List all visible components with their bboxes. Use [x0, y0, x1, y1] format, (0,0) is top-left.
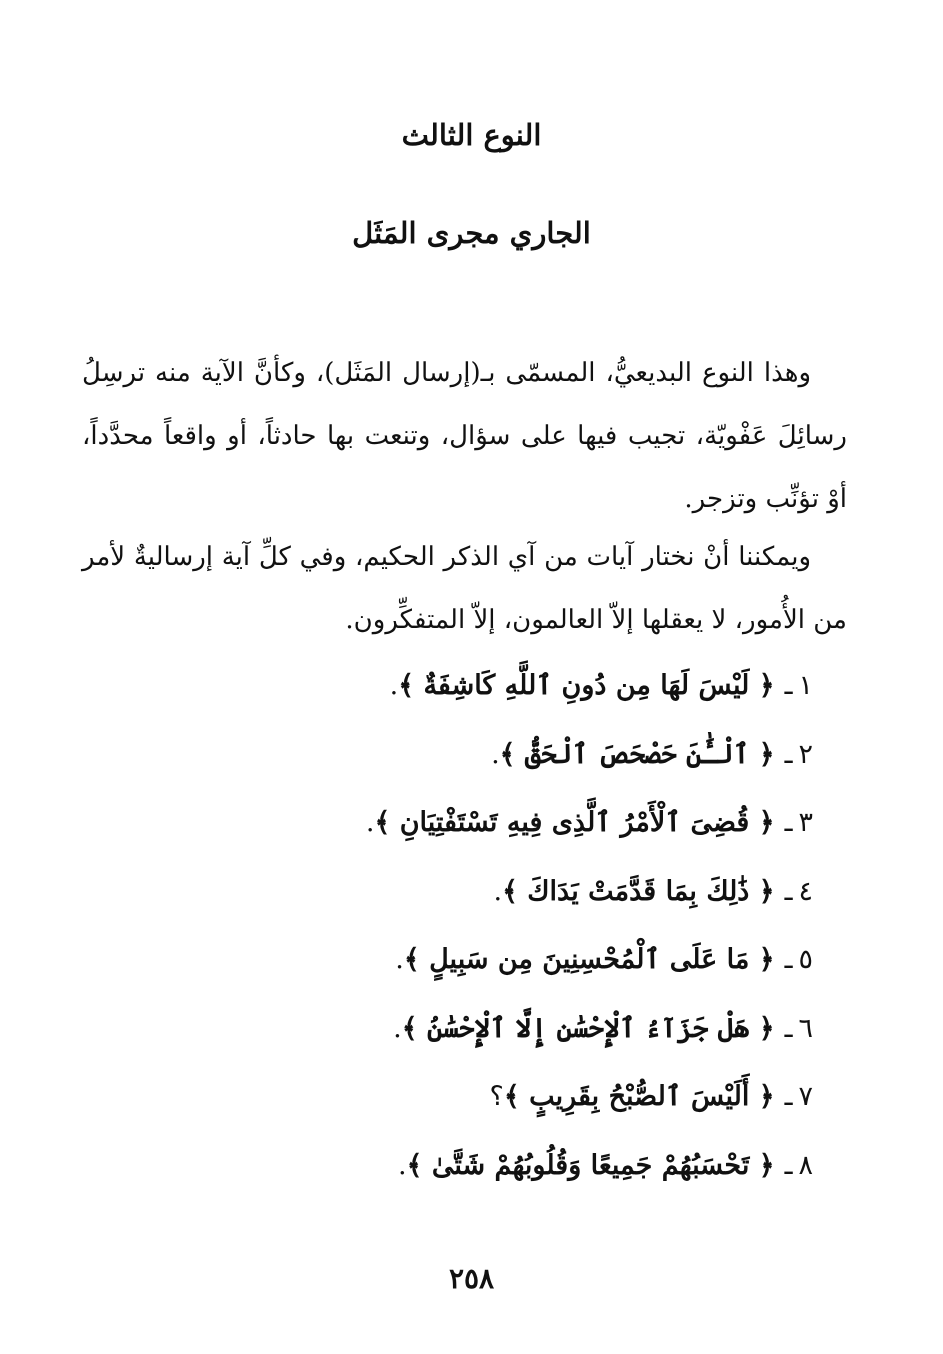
- intro-paragraph: وهذا النوع البديعيُّ، المسمّى بـ(إرسال المَثَل)، وكأنَّ الآية منه ترسِلُ رسائِلَ عَفْويّة، تجيب فيها على سؤال، وتنعت بها حادثاً، أو واقعاً محدَّداً، أوْ تؤنِّب وتزجر.: [82, 358, 847, 514]
- verse-dash: ـ: [784, 738, 793, 770]
- verse-item: [113, 1067, 813, 1136]
- verse-number: ٧: [798, 1081, 813, 1112]
- verse-text: ﴿ ٱلْـَٰٔنَ حَصْحَصَ ٱلْحَقُّ ﴾: [499, 738, 775, 770]
- verse-text: ﴿ ذَٰلِكَ بِمَا قَدَّمَتْ يَدَاكَ ﴾: [502, 875, 775, 907]
- verse-end: .: [491, 738, 500, 770]
- verse-dash: ـ: [784, 875, 793, 907]
- verse-end: .: [398, 1149, 407, 1181]
- verse-dash: ـ: [784, 1149, 793, 1181]
- verse-number: ٤: [798, 875, 813, 907]
- verse-number: ١: [798, 670, 813, 701]
- verse-item: [113, 725, 813, 794]
- verse-item: [113, 930, 813, 999]
- verse-text: ﴿ مَا عَلَى ٱلْمُحْسِنِينَ مِن سَبِيلٍ ﴾: [403, 944, 775, 975]
- verse-text: ﴿ لَيْسَ لَهَا مِن دُونِ ٱللَّهِ كَاشِفَةٌ ﴾: [398, 670, 775, 701]
- verse-item: [113, 656, 813, 725]
- second-paragraph: ويمكننا أنْ نختار آيات من آي الذكر الحكيم، وفي كلِّ آية إرساليةٌ لأمر من الأُمور، لا يعقلها إلاّ العالمون، إلاّ المتفكِّرون.: [82, 542, 847, 635]
- verse-list: [113, 656, 813, 1204]
- verse-number: ٥: [798, 944, 813, 975]
- verse-number: ٦: [798, 1012, 813, 1044]
- chapter-heading: النوع الثالث: [401, 118, 542, 152]
- verse-end: .: [393, 1012, 402, 1044]
- verse-end: ؟: [489, 1081, 504, 1112]
- verse-item: [113, 793, 813, 862]
- verse-end: .: [493, 875, 503, 907]
- verse-dash: ـ: [784, 670, 793, 701]
- section-heading: الجاري مجرى المَثَل: [352, 216, 591, 250]
- verse-dash: ـ: [784, 1081, 793, 1112]
- verse-text: ﴿ هَلْ جَزَآءُ ٱلْإِحْسَٰنِ إِلَّا ٱلْإِحْسَٰنُ ﴾: [401, 1012, 775, 1044]
- page-number: ٢٥٨: [448, 1262, 495, 1295]
- verse-number: ٨: [798, 1149, 813, 1181]
- verse-number: ٢: [798, 738, 813, 770]
- verse-text: ﴿ أَلَيْسَ ٱلصُّبْحُ بِقَرِيبٍ ﴾: [503, 1081, 775, 1112]
- verse-end: .: [365, 807, 375, 838]
- verse-item: [113, 999, 813, 1068]
- verse-item: [113, 862, 813, 931]
- verse-dash: ـ: [784, 944, 793, 975]
- verse-dash: ـ: [784, 1012, 793, 1044]
- verse-end: .: [389, 670, 399, 701]
- verse-text: ﴿ تَحْسَبُهُمْ جَمِيعًا وَقُلُوبُهُمْ شَتَّىٰ ﴾: [406, 1149, 775, 1181]
- verse-text: ﴿ قُضِىَ ٱلْأَمْرُ ٱلَّذِى فِيهِ تَسْتَفْتِيَانِ ﴾: [374, 807, 775, 838]
- verse-dash: ـ: [784, 807, 793, 838]
- verse-item: [113, 1136, 813, 1205]
- verse-end: .: [395, 944, 404, 975]
- verse-number: ٣: [798, 807, 813, 838]
